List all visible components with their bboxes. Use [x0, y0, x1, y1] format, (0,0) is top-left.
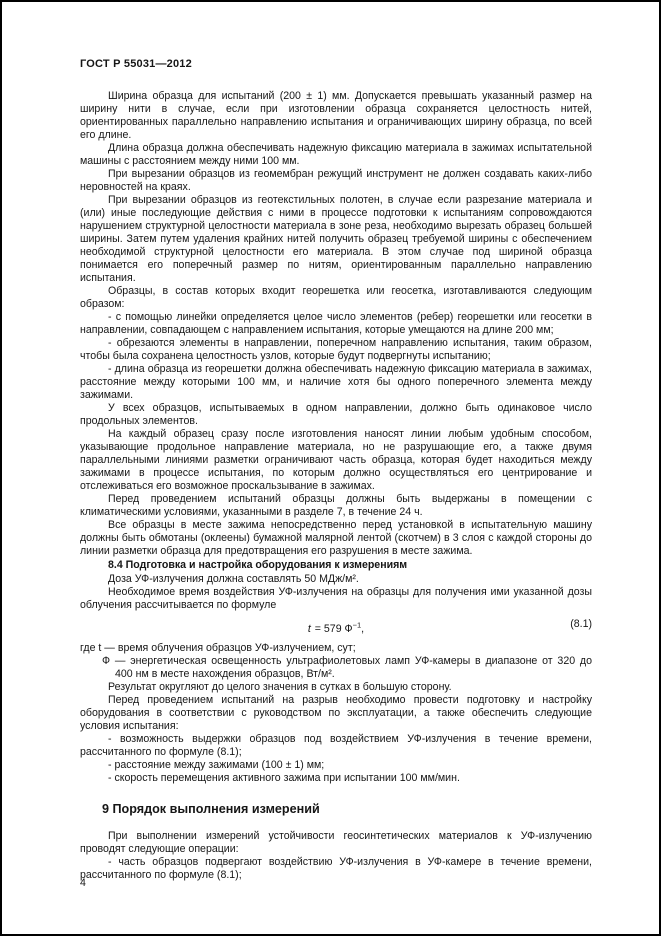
- blocks-before-formula: [80, 90, 592, 612]
- formula-tail: ,: [361, 622, 365, 635]
- paragraph: При вырезании образцов из геотекстильных полотен, в случае если разрезание материала и (или) иные последующие действия с ними в процессе подготовки к испытаниям сопровождаются нарушением структурной целостности материала в зоне реза, необходимо вырезать образец большей ширины. Затем путем удаления крайних нитей получить образец требуемой ширины с обеспечением необходимой структурной целостности его материала. В этом случае под шириной образца понимается его поперечный размер по нитям, ориентированным параллельно направлению испытания.: [80, 194, 592, 284]
- paragraph: При вырезании образцов из геомембран режущий инструмент не должен создавать каких-либо неровностей на краях.: [80, 168, 592, 193]
- paragraph: При выполнении измерений устойчивости геосинтетических материалов к УФ-излучению проводят следующие операции:: [80, 829, 592, 855]
- formula-superscript: −1: [352, 620, 362, 629]
- list-item: - с помощью линейки определяется целое число элементов (ребер) георешетки или геосетки в направлении, совпадающем с направлением испытания, которые умещаются на длине 200 мм;: [80, 311, 592, 336]
- paragraph: У всех образцов, испытываемых в одном направлении, должно быть одинаковое число продольных элементов.: [80, 402, 592, 427]
- list-item: - часть образцов подвергают воздействию УФ-излучения в УФ-камере в течение времени, рассчитанного по формуле (8.1);: [80, 855, 592, 881]
- paragraph: На каждый образец сразу после изготовления наносят линии любым удобным способом, указывающие продольное направление материала, но не разрушающие его, а также двумя параллельными линиями разметки ограничивают часть образца, которая будет находиться между зажимами в процессе испытания, по которым должно осуществляться его центрирование и отслеживаться его возможное проскальзывание в зажимах.: [80, 428, 592, 492]
- list-item: - скорость перемещения активного зажима при испытании 100 мм/мин.: [108, 771, 460, 784]
- document-body: [80, 90, 592, 882]
- formula-definition: где t — время облучения образцов УФ-излучением, сут;: [80, 641, 356, 654]
- paragraph: Доза УФ-излучения должна составлять 50 МДж/м².: [108, 573, 359, 585]
- paragraph: Длина образца должна обеспечивать надежную фиксацию материала в зажимах испытательной машины с расстоянием между ними 100 мм.: [80, 142, 592, 167]
- list-item: - возможность выдержки образцов под воздействием УФ-излучения в течение времени, рассчитанного по формуле (8.1);: [80, 732, 592, 758]
- formula-number: (8.1): [570, 618, 592, 630]
- paragraph: Результат округляют до целого значения в сутках в большую сторону.: [108, 680, 452, 693]
- formula-rhs: = 579 Ф: [311, 622, 353, 635]
- paragraph: Необходимое время воздействия УФ-излучения на образцы для получения ими указанной дозы облучения рассчитывается по формуле: [80, 586, 592, 611]
- page-number: 4: [80, 877, 86, 889]
- paragraph: Образцы, в состав которых входит георешетка или геосетка, изготавливаются следующим образом:: [80, 285, 592, 310]
- blocks-after-formula: [80, 642, 592, 882]
- list-item: - обрезаются элементы в направлении, поперечном направлению испытания, таким образом, чтобы была сохранена целостность узлов, которые будут подвергнуты испытанию;: [80, 337, 592, 362]
- formula-row: [80, 618, 592, 636]
- paragraph: Перед проведением испытаний на разрыв необходимо провести подготовку и настройку оборудования в соответствии с руководством по эксплуатации, а также обеспечить следующие условия испытания:: [80, 693, 592, 732]
- subsection-heading: 8.4 Подготовка и настройка оборудования к измерениям: [108, 559, 408, 571]
- paragraph: Все образцы в месте зажима непосредственно перед установкой в испытательную машину должны быть обмотаны (оклеены) бумажной малярной лентой (скотчем) в 3 слоя с каждой стороны до линии разметки образца для предотвращения его разрушения в месте зажима.: [80, 519, 592, 557]
- formula-variable: t: [307, 622, 311, 635]
- paragraph: Перед проведением испытаний образцы должны быть выдержаны в помещении с климатическими условиями, указанными в разделе 7, в течение 24 ч.: [80, 493, 592, 518]
- formula: [307, 620, 365, 635]
- list-item: - длина образца из георешетки должна обеспечивать надежную фиксацию материала в зажимах, расстояние между которыми 100 мм, и наличие хотя бы одного поперечного элемента между зажимами.: [80, 363, 592, 401]
- paragraph: Ширина образца для испытаний (200 ± 1) мм. Допускается превышать указанный размер на ширину нити в случае, если при изготовлении образца сохраняется целостность нитей, ориентированных параллельно направлению испытания и ограничивающих ширину образца, по всей его длине.: [80, 90, 592, 141]
- list-item: - расстояние между зажимами (100 ± 1) мм;: [108, 758, 325, 771]
- section-heading: 9 Порядок выполнения измерений: [102, 801, 320, 816]
- document-header: ГОСТ Р 55031—2012: [80, 58, 192, 70]
- formula-definition: Ф — энергетическая освещенность ультрафиолетовых ламп УФ-камеры в диапазоне от 320 до 400 нм в месте нахождения образцов, Вт/м².: [102, 654, 592, 680]
